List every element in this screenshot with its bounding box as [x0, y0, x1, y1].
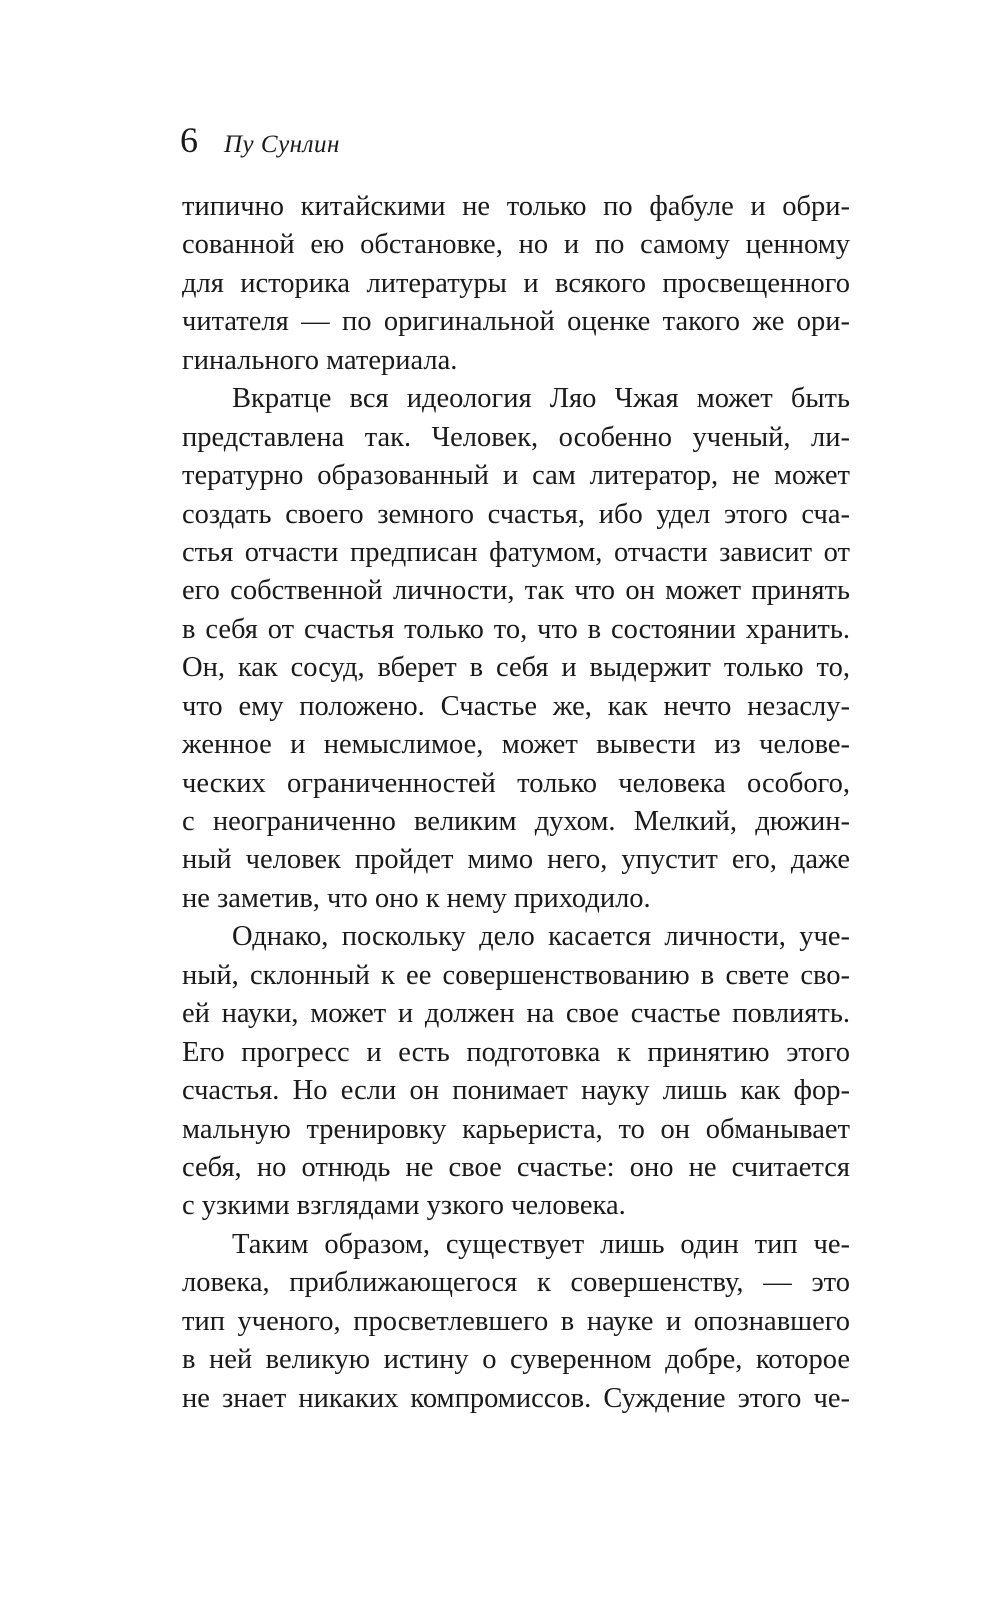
- text-line: в ней великую истину о суверенном добре, которое: [182, 1344, 850, 1376]
- text-line: что ему положено. Счастье же, как нечто незаслу-: [182, 690, 850, 722]
- text-line: сованной ею обстановке, но и по самому ценному: [182, 229, 850, 261]
- text-line: с узкими взглядами узкого человека.: [182, 1190, 626, 1222]
- text-line: женное и немыслимое, может вывести из челове-: [182, 729, 850, 761]
- text-line: читателя — по оригинальной оценке такого же ори-: [182, 306, 850, 338]
- text-line: ческих ограниченностей только человека особого,: [182, 767, 850, 799]
- text-line: Вкратце вся идеология Ляо Чжая может быть: [232, 383, 850, 415]
- text-line: для историка литературы и всякого просвещенного: [182, 267, 850, 299]
- text-line: не знает никаких компромиссов. Суждение этого че-: [182, 1382, 850, 1414]
- text-line: гинального материала.: [182, 344, 458, 376]
- text-line: представлена так. Человек, особенно ученый, ли-: [182, 421, 850, 453]
- text-line: создать своего земного счастья, ибо удел этого сча-: [182, 498, 850, 530]
- text-line: Он, как сосуд, вберет в себя и выдержит только то,: [182, 652, 850, 684]
- text-line: ей науки, может и должен на свое счастье повлиять.: [182, 998, 850, 1030]
- text-line: Однако, поскольку дело касается личности, уче-: [232, 921, 850, 953]
- text-line: не заметив, что оно к нему приходило.: [182, 882, 651, 914]
- text-line: ный человек пройдет мимо него, упустит его, даже: [182, 844, 850, 876]
- text-line: с неограниченно великим духом. Мелкий, дюжин-: [182, 806, 850, 837]
- text-line: счастья. Но если он понимает науку лишь как фор-: [182, 1075, 850, 1107]
- text-line: тературно образованный и сам литератор, не может: [182, 460, 850, 492]
- page-header: [180, 116, 340, 164]
- text-line: ловека, приближающегося к совершенству, — это: [182, 1267, 850, 1299]
- text-line: типично китайскими не только по фабуле и обри-: [182, 191, 850, 222]
- running-head: Пу Сунлин: [224, 131, 340, 158]
- text-line: ный, склонный к ее совершенствованию в свете сво-: [182, 959, 850, 991]
- text-line: Таким образом, существует лишь один тип че-: [232, 1228, 850, 1260]
- page-number: 6: [180, 120, 198, 160]
- body-text: [182, 188, 850, 1418]
- text-line: Его прогресс и есть подготовка к принятию этого: [182, 1036, 850, 1068]
- text-line: тип ученого, просветлевшего в науке и опознавшего: [182, 1305, 850, 1337]
- text-line: себя, но отнюдь не свое счастье: оно не считается: [182, 1151, 850, 1183]
- text-line: мальную тренировку карьериста, то он обманывает: [182, 1113, 850, 1145]
- text-line: его собственной личности, так что он может принять: [182, 575, 850, 607]
- text-line: стья отчасти предписан фатумом, отчасти зависит от: [182, 536, 850, 568]
- text-line: в себя от счастья только то, что в состоянии хранить.: [182, 613, 850, 645]
